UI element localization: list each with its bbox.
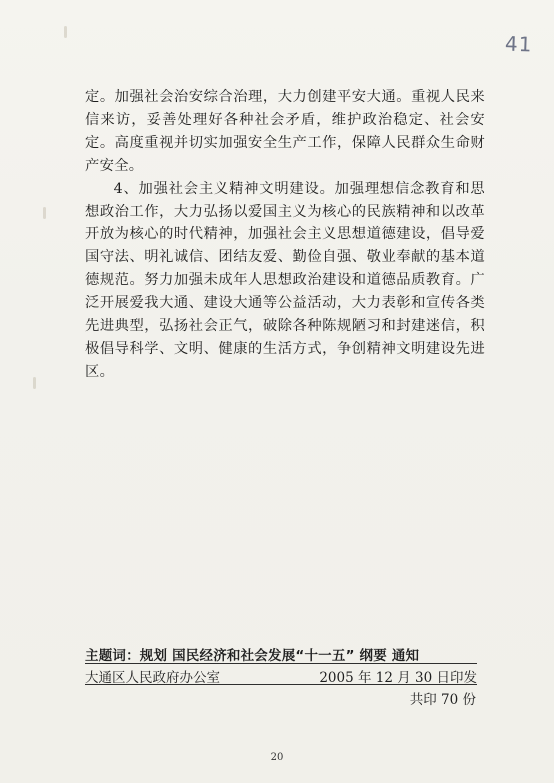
body-paragraph-2: 4、加强社会主义精神文明建设。加强理想信念教育和思想政治工作，大力弘扬以爱国主义为核心的民族精神和以改革开放为核心的时代精神，加强社会主义思想道德建设，倡导爱国守法、明礼诚信、团结友爱、勤俭自强、敬业奉献的基本道德规范。努力加强未成年人思想政治建设和道德品质教育。广泛开展爱我大通、建设大通等公益活动，大力表彰和宣传各类先进典型，弘扬社会正气，破除各种陈规陋习和封建迷信，积极倡导科学、文明、健康的生活方式，争创精神文明建设先进区。 [85,180,485,380]
binding-mark-middle [43,207,46,219]
issue-date: 2005 年 12 月 30 日印发 [319,670,477,686]
subject-keywords: 主题词：规划 国民经济和社会发展“十一五” 纲要 通知 [85,648,420,664]
divider-bottom [85,684,477,685]
binding-mark-top [64,26,67,38]
issuing-office: 大通区人民政府办公室 [85,670,220,686]
issuer-row [85,666,477,684]
document-body [85,86,485,384]
divider-top [85,663,477,664]
print-copies: 共印 70 份 [409,692,476,708]
body-paragraph-1: 定。加强社会治安综合治理，大力创建平安大通。重视人民来信来访，妥善处理好各种社会矛盾，维护政治稳定、社会安定。高度重视并切实加强安全生产工作，保障人民群众生命财产安全。 [85,89,485,174]
handwritten-page-number: 41 [504,31,533,57]
page-number: 20 [270,752,284,763]
binding-mark-lower [33,377,36,389]
